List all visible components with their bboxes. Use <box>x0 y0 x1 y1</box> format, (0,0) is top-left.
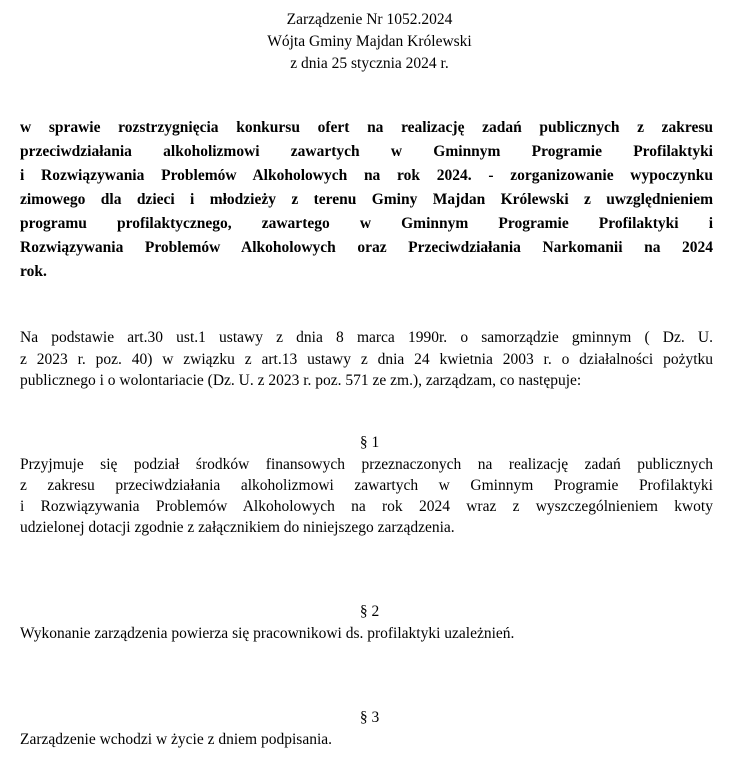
subject-line: rok. <box>20 263 47 280</box>
basis-line: Na podstawie art.30 ust.1 ustawy z dnia 8 marca 1990r. o samorządzie gminnym ( Dz. U. <box>20 329 713 346</box>
basis-line: z 2023 r. poz. 40) w związku z art.13 ustawy z dnia 24 kwietnia 2003 r. o działalności pożytku <box>20 350 713 368</box>
subject-line: programu profilaktycznego, zawartego w Gminnym Programie Profilaktyki i <box>20 215 713 232</box>
section-1-line: i Rozwiązywania Problemów Alkoholowych na rok 2024 wraz z wyszczególnieniem kwoty <box>20 498 713 515</box>
basis-line: publicznego i o wolontariacie (Dz. U. z 2023 r. poz. 571 ze zm.), zarządzam, co następuje: <box>20 372 582 389</box>
section-1-text <box>20 454 713 538</box>
section-1-line: udzielonej dotacji zgodnie z załącznikiem do niniejszego zarządzenia. <box>20 519 455 536</box>
document-number: Zarządzenie Nr 1052.2024 <box>286 11 453 28</box>
section-1-sign: § 1 <box>359 434 380 451</box>
document-date: z dnia 25 stycznia 2024 r. <box>290 55 449 72</box>
section-3-text: Zarządzenie wchodzi w życie z dniem podpisania. <box>20 731 333 748</box>
subject-line: zimowego dla dzieci i młodzieży z terenu Gminy Majdan Królewski z uwzględnieniem <box>20 191 713 208</box>
subject-line: Rozwiązywania Problemów Alkoholowych oraz Przeciwdziałania Narkomanii na 2024 <box>20 239 713 256</box>
section-1-line: z zakresu przeciwdziałania alkoholizmowi zawartych w Gminnym Programie Profilaktyki <box>20 477 713 494</box>
section-2-text: Wykonanie zarządzenia powierza się pracownikowi ds. profilaktyki uzależnień. <box>20 625 515 642</box>
section-1-line: Przyjmuje się podział środków finansowych przeznaczonych na realizację zadań publicznych <box>20 456 713 473</box>
subject-line: w sprawie rozstrzygnięcia konkursu ofert na realizację zadań publicznych z zakresu <box>20 119 713 136</box>
subject-line: przeciwdziałania alkoholizmowi zawartych w Gminnym Programie Profilaktyki <box>20 143 713 160</box>
document-subject <box>20 116 713 284</box>
legal-basis <box>20 327 713 392</box>
section-3-sign: § 3 <box>359 709 380 726</box>
subject-line: i Rozwiązywania Problemów Alkoholowych na rok 2024. - zorganizowanie wypoczynku <box>20 167 713 184</box>
issuing-authority: Wójta Gminy Majdan Królewski <box>267 33 472 50</box>
document-header <box>0 9 739 75</box>
section-2-sign: § 2 <box>359 603 380 620</box>
